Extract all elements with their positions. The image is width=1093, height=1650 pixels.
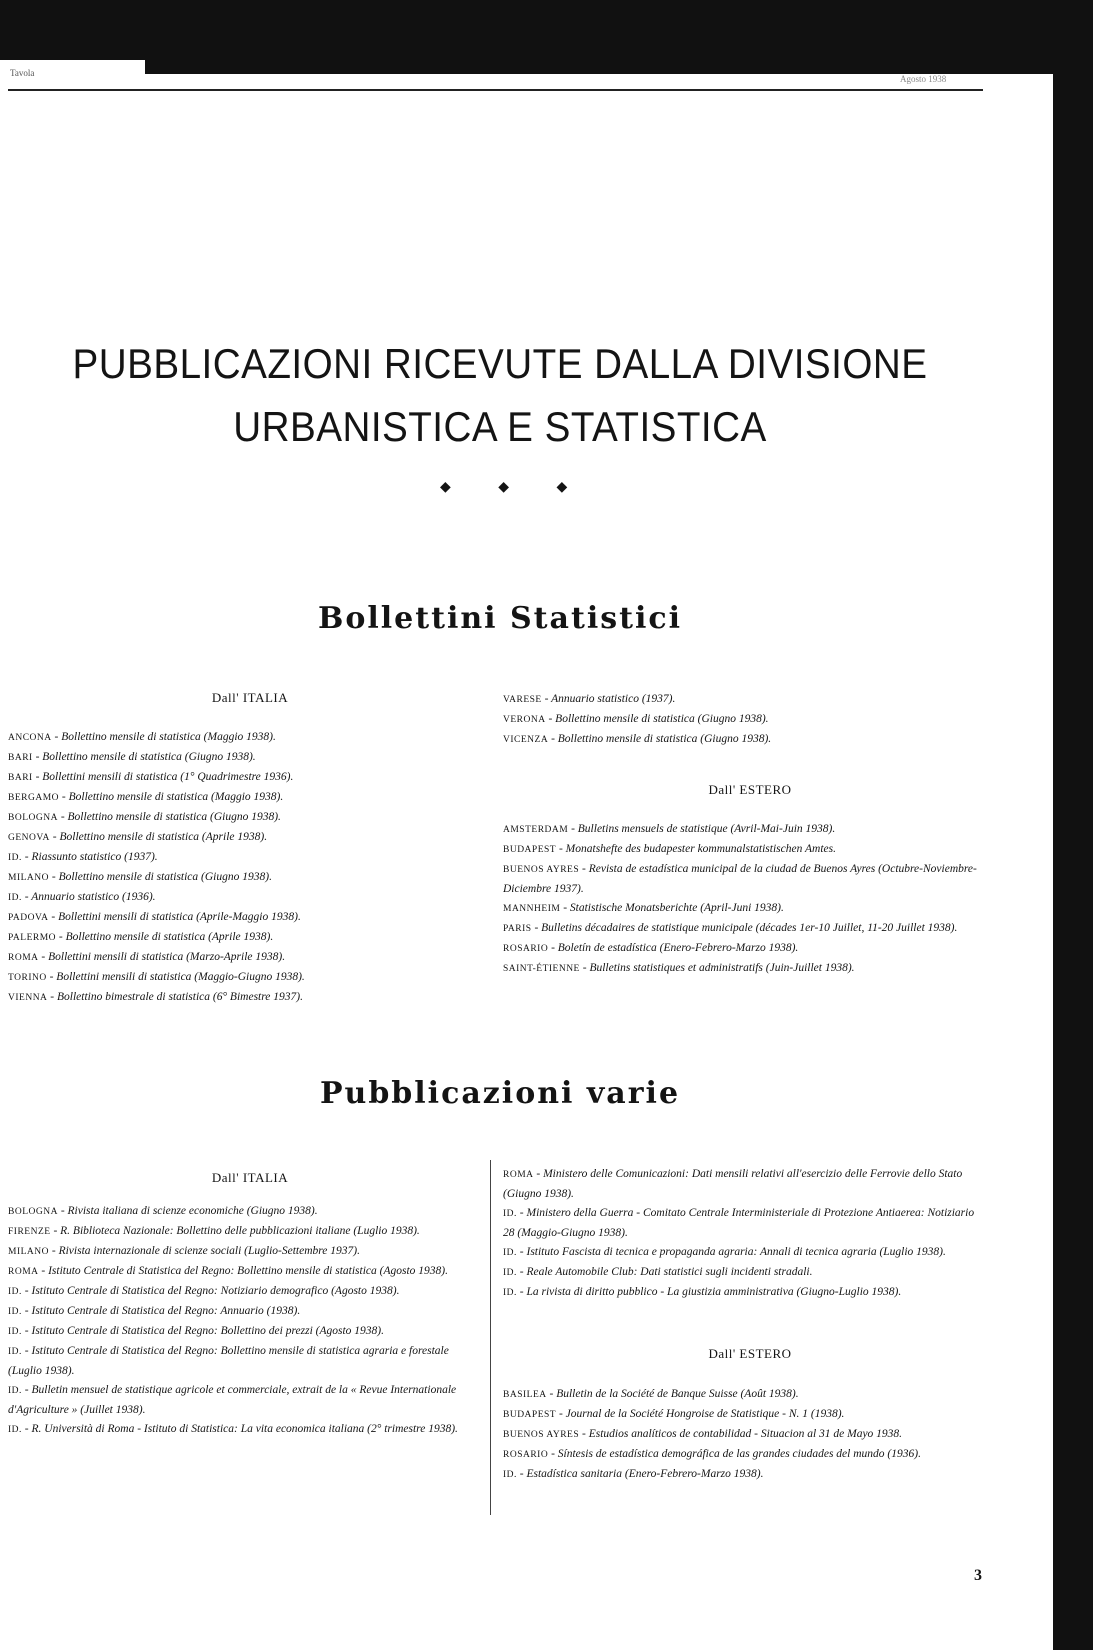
entry-city: ID.: [503, 1209, 517, 1219]
entry-city: MILANO: [8, 873, 49, 883]
column-divider: [490, 1160, 491, 1515]
entry-city: ROSARIO: [503, 944, 549, 954]
entry-city: MANNHEIM: [503, 904, 561, 914]
entry-text: - Istituto Centrale di Statistica del Regno: Bollettino dei prezzi (Agosto 1938).: [21, 1325, 385, 1337]
entry-text: - Bulletin de la Société de Banque Suisse (Août 1938).: [546, 1388, 799, 1400]
entry-city: PALERMO: [8, 933, 57, 943]
entry-text: - Bollettino mensile di statistica (Giugno 1938).: [545, 713, 769, 725]
entry-city: ID.: [8, 1386, 22, 1396]
entry-city: BERGAMO: [8, 793, 60, 803]
entry-text: - La rivista di diritto pubblico - La giustizia amministrativa (Giugno-Luglio 1938).: [516, 1286, 902, 1298]
entry-city: VIENNA: [8, 993, 48, 1003]
entry-city: SAINT-ÉTIENNE: [503, 964, 580, 974]
list-item: [8, 788, 478, 808]
entry-text: - Journal de la Société Hongroise de Statistique - N. 1 (1938).: [556, 1408, 845, 1420]
entry-text: - Istituto Centrale di Statistica del Regno: Bollettino mensile di statistica (Agosto 1938).: [38, 1265, 448, 1277]
entry-text: - Bollettino mensile di statistica (Giugno 1938).: [548, 733, 772, 745]
entry-text: - Ministero della Guerra - Comitato Centrale Interministeriale di Protezione Antiaerea: Notiziario 28 (Maggio-Giugno 1938).: [503, 1207, 975, 1239]
list-item: [8, 1282, 478, 1302]
list-item: [8, 748, 478, 768]
list-item: [8, 928, 478, 948]
list-bollettini-italia: [8, 728, 478, 1008]
entry-city: BASILEA: [503, 1390, 547, 1400]
entry-text: - Bulletins mensuels de statistique (Avril-Mai-Juin 1938).: [568, 823, 836, 835]
entry-city: BUENOS AYRES: [503, 1430, 580, 1440]
list-item: [8, 828, 478, 848]
list-varie-italia-cont: [503, 1165, 983, 1303]
list-item: [503, 1385, 983, 1405]
list-item: [8, 1262, 478, 1282]
page-title-line1: PUBBLICAZIONI RICEVUTE DALLA DIVISIONE: [72, 340, 928, 387]
entry-text: - R. Università di Roma - Istituto di Statistica: La vita economica italiana (2° trimestre 1938).: [21, 1423, 458, 1435]
col-heading-estero-varie: Dall' ESTERO: [708, 1346, 792, 1361]
entry-city: BARI: [8, 773, 33, 783]
entry-text: - Bollettino mensile di statistica (Giugno 1938).: [57, 811, 281, 823]
entry-text: - Istituto Centrale di Statistica del Regno: Bollettino mensile di statistica agraria e forestale (Luglio 1938).: [8, 1345, 449, 1377]
list-item: [503, 959, 983, 979]
entry-city: VICENZA: [503, 735, 549, 745]
entry-text: - Bollettino mensile di statistica (Maggio 1938).: [59, 791, 284, 803]
scan-border-top: [0, 0, 1093, 22]
entry-city: ROSARIO: [503, 1450, 549, 1460]
list-item: [503, 860, 983, 899]
scan-border-right: [1053, 0, 1093, 1650]
entry-city: BOLOGNA: [8, 813, 58, 823]
entry-text: - Ministero delle Comunicazioni: Dati mensili relativi all'esercizio delle Ferrovie dello Stato (Giugno 1938).: [503, 1168, 963, 1200]
list-item: [8, 1381, 478, 1420]
entry-city: ID.: [8, 1425, 22, 1435]
entry-text: - Bollettini mensili di statistica (Marzo-Aprile 1938).: [38, 951, 286, 963]
entry-city: ROMA: [503, 1170, 534, 1180]
entry-city: ID.: [503, 1268, 517, 1278]
entry-city: ID.: [8, 1347, 22, 1357]
entry-text: - Annuario statistico (1936).: [21, 891, 156, 903]
entry-city: TORINO: [8, 973, 47, 983]
list-item: [8, 888, 478, 908]
entry-city: BUENOS AYRES: [503, 865, 580, 875]
section-title-bollettini: Bollettini Statistici: [317, 601, 683, 636]
entry-city: ID.: [8, 1327, 22, 1337]
entry-text: - R. Biblioteca Nazionale: Bollettino delle pubblicazioni italiane (Luglio 1938).: [50, 1225, 420, 1237]
list-item: [8, 868, 478, 888]
entry-text: - Bollettino mensile di statistica (Giugno 1938).: [32, 751, 256, 763]
entry-text: - Reale Automobile Club: Dati statistici sugli incidenti stradali.: [516, 1266, 813, 1278]
entry-text: - Istituto Centrale di Statistica del Regno: Annuario (1938).: [21, 1305, 301, 1317]
entry-city: AMSTERDAM: [503, 825, 569, 835]
scan-border-corner: [0, 22, 145, 60]
entry-text: - Rivista italiana di scienze economiche (Giugno 1938).: [57, 1205, 318, 1217]
entry-city: BARI: [8, 753, 33, 763]
list-item: [8, 1242, 478, 1262]
list-item: [503, 899, 983, 919]
entry-city: PARIS: [503, 924, 532, 934]
list-item: [503, 1425, 983, 1445]
entry-text: - Bollettino mensile di statistica (Aprile 1938).: [56, 931, 274, 943]
list-item: [8, 1202, 478, 1222]
entry-city: ID.: [8, 1287, 22, 1297]
list-item: [8, 1420, 478, 1440]
list-item: [503, 690, 983, 710]
entry-text: - Bollettini mensili di statistica (Aprile-Maggio 1938).: [48, 911, 301, 923]
entry-city: ID.: [8, 1307, 22, 1317]
entry-text: - Bulletin mensuel de statistique agricole et commerciale, extrait de la « Revue Internationale d'Agriculture » (Juillet 1938).: [8, 1384, 457, 1416]
entry-text: - Bollettino mensile di statistica (Maggio 1938).: [51, 731, 276, 743]
running-header-right: Agosto 1938: [900, 74, 947, 84]
list-item: [503, 1445, 983, 1465]
entry-text: - Bollettino mensile di statistica (Giugno 1938).: [49, 871, 272, 883]
entry-city: BUDAPEST: [503, 845, 557, 855]
list-item: [503, 919, 983, 939]
ornament: ◆ ◆ ◆: [440, 480, 590, 495]
list-bollettini-estero: [503, 820, 983, 979]
list-item: [8, 908, 478, 928]
list-item: [8, 1222, 478, 1242]
list-item: [8, 1322, 478, 1342]
entry-text: - Bollettini mensili di statistica (1° Quadrimestre 1936).: [32, 771, 294, 783]
entry-text: - Boletín de estadística (Enero-Febrero-Marzo 1938).: [548, 942, 799, 954]
list-item: [503, 1283, 983, 1303]
list-item: [503, 840, 983, 860]
list-item: [503, 1204, 983, 1243]
entry-text: - Bollettini mensili di statistica (Maggio-Giugno 1938).: [46, 971, 305, 983]
col-heading-italia-varie: Dall' ITALIA: [211, 1170, 289, 1185]
entry-city: FIRENZE: [8, 1227, 51, 1237]
col-heading-estero-bollettini: Dall' ESTERO: [708, 782, 792, 797]
list-item: [503, 710, 983, 730]
entry-city: ANCONA: [8, 733, 52, 743]
entry-city: BUDAPEST: [503, 1410, 557, 1420]
entry-city: VARESE: [503, 695, 542, 705]
list-item: [8, 1302, 478, 1322]
entry-text: - Bulletins décadaires de statistique municipale (décades 1er-10 Juillet, 11-20 Juillet 1938).: [531, 922, 958, 934]
page-number: 3: [974, 1567, 982, 1584]
col-heading-italia-bollettini: Dall' ITALIA: [211, 690, 289, 705]
list-item: [8, 848, 478, 868]
entry-city: PADOVA: [8, 913, 49, 923]
list-item: [503, 820, 983, 840]
list-item: [8, 768, 478, 788]
list-varie-italia: [8, 1202, 478, 1440]
entry-text: - Monatshefte des budapester kommunalstatistischen Amtes.: [556, 843, 836, 855]
entry-text: - Statistische Monatsberichte (April-Juni 1938).: [560, 902, 784, 914]
list-item: [8, 968, 478, 988]
entry-text: - Bollettino bimestrale di statistica (6° Bimestre 1937).: [47, 991, 303, 1003]
entry-text: - Istituto Fascista di tecnica e propaganda agraria: Annali di tecnica agraria (Luglio 1938).: [516, 1246, 946, 1258]
header-rule: [8, 89, 983, 91]
scan-border-band: [145, 22, 1055, 74]
section-title-varie: Pubblicazioni varie: [319, 1076, 681, 1111]
entry-text: - Rivista internazionale di scienze sociali (Luglio-Settembre 1937).: [49, 1245, 360, 1257]
list-item: [8, 728, 478, 748]
list-item: [503, 1243, 983, 1263]
page-title-line2: URBANISTICA E STATISTICA: [233, 403, 767, 450]
entry-text: - Istituto Centrale di Statistica del Regno: Notiziario demografico (Agosto 1938).: [21, 1285, 400, 1297]
entry-text: - Estudios analíticos de contabilidad - Situacion al 31 de Mayo 1938.: [579, 1428, 903, 1440]
list-varie-estero: [503, 1385, 983, 1485]
list-item: [8, 808, 478, 828]
entry-city: ID.: [8, 853, 22, 863]
entry-city: ROMA: [8, 953, 39, 963]
entry-text: - Estadística sanitaria (Enero-Febrero-Marzo 1938).: [516, 1468, 764, 1480]
list-item: [503, 1405, 983, 1425]
list-item: [503, 1263, 983, 1283]
entry-city: ID.: [503, 1288, 517, 1298]
entry-text: - Riassunto statistico (1937).: [21, 851, 158, 863]
entry-city: GENOVA: [8, 833, 50, 843]
entry-text: - Annuario statistico (1937).: [541, 693, 676, 705]
entry-city: ID.: [503, 1248, 517, 1258]
entry-city: MILANO: [8, 1247, 49, 1257]
entry-text: - Síntesis de estadística demográfica de las grandes ciudades del mundo (1936).: [548, 1448, 921, 1460]
entry-city: ID.: [503, 1470, 517, 1480]
entry-city: VERONA: [503, 715, 546, 725]
entry-text: - Bulletins statistiques et administratifs (Juin-Juillet 1938).: [579, 962, 855, 974]
entry-text: - Revista de estadística municipal de la ciudad de Buenos Ayres (Octubre-Noviembre-Diciembre 1937).: [503, 863, 977, 895]
list-item: [503, 730, 983, 750]
list-item: [8, 988, 478, 1008]
entry-city: ID.: [8, 893, 22, 903]
list-item: [8, 1342, 478, 1381]
list-item: [503, 1465, 983, 1485]
entry-text: - Bollettino mensile di statistica (Aprile 1938).: [49, 831, 268, 843]
list-item: [8, 948, 478, 968]
entry-city: BOLOGNA: [8, 1207, 58, 1217]
entry-city: ROMA: [8, 1267, 39, 1277]
running-header-left: Tavola: [10, 68, 35, 78]
list-bollettini-italia-cont: [503, 690, 983, 750]
list-item: [503, 1165, 983, 1204]
list-item: [503, 939, 983, 959]
